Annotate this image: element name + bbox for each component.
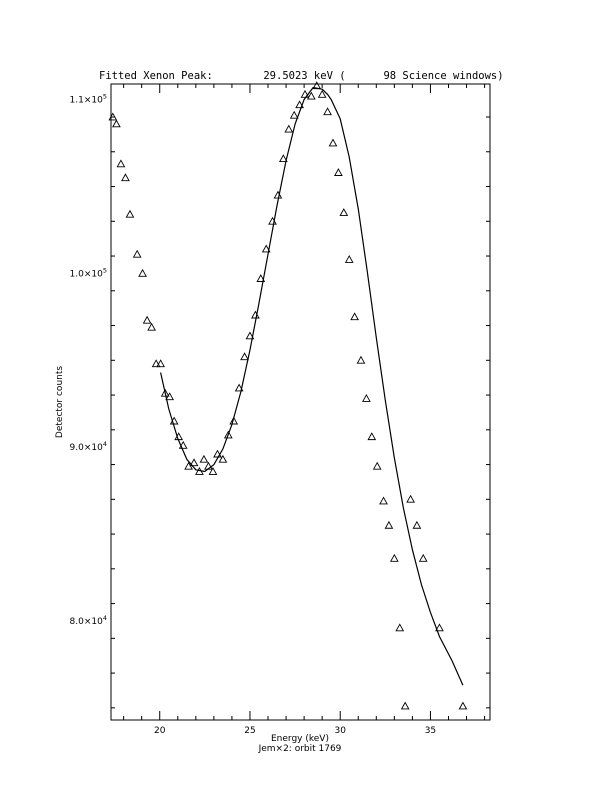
data-point-triangle [420,555,427,561]
data-point-triangle [340,209,347,215]
data-point-triangle [329,139,336,145]
data-point-triangle [148,324,155,330]
data-point-triangle [407,496,414,502]
data-point-triangle [291,112,298,118]
data-point-triangle [285,126,292,132]
data-point-triangle [274,192,281,198]
data-point-triangle [122,174,129,180]
data-point-triangle [380,497,387,503]
data-point-triangle [346,256,353,262]
data-point-triangle [357,357,364,363]
x-tick-label: 35 [424,726,437,736]
data-point-triangle [252,312,259,318]
x-tick-label: 20 [154,726,166,736]
y-tick-label [70,614,107,627]
data-point-triangle [241,353,248,359]
data-point-triangle [385,522,392,528]
fit-curve-group [161,88,463,686]
y-tick-label-exponent: 4 [102,613,107,622]
data-point-triangle [351,313,358,319]
y-axis-label: Detector counts [55,365,65,439]
data-point-triangle [126,211,133,217]
data-point-triangle [324,108,331,114]
data-points [109,82,466,709]
data-point-triangle [374,463,381,469]
data-point-triangle [363,395,370,401]
y-tick-label-mantissa: 9.0×10 [69,443,103,454]
fit-curve [161,88,463,686]
x-axis-label: Energy (keV) [271,734,329,744]
y-axis-tick-labels [70,93,107,627]
data-point-triangle [413,522,420,528]
data-point-triangle [368,433,375,439]
data-point-triangle [335,169,342,175]
data-point-triangle [117,160,124,166]
x-tick-label: 25 [244,726,256,736]
x-tick-label: 30 [334,726,346,736]
y-tick-label [70,440,107,453]
y-tick-label-mantissa: 8.0×10 [69,616,103,627]
data-point-triangle [459,702,466,708]
y-tick-label-exponent: 4 [102,440,107,449]
y-tick-label-exponent: 5 [102,92,107,101]
data-point-triangle [200,456,207,462]
y-tick-label [70,266,107,279]
plot-frame [111,84,490,720]
data-point-triangle [139,270,146,276]
y-tick-label-exponent: 5 [102,266,107,275]
y-tick-label [70,93,107,106]
data-point-triangle [396,624,403,630]
chart-title: Fitted Xenon Peak: 29.5023 keV ( 98 Science windows) [99,70,504,82]
data-point-triangle [391,555,398,561]
x-axis-ticks [124,84,485,720]
y-tick-label-mantissa: 1.0×10 [69,269,103,280]
x-axis-sublabel: Jem×2: orbit 1769 [258,744,342,754]
data-point-triangle [143,317,150,323]
data-point-triangle [134,251,141,257]
data-point-triangle [113,120,120,126]
y-tick-label-mantissa: 1.1×10 [69,95,103,106]
data-point-triangle [402,702,409,708]
